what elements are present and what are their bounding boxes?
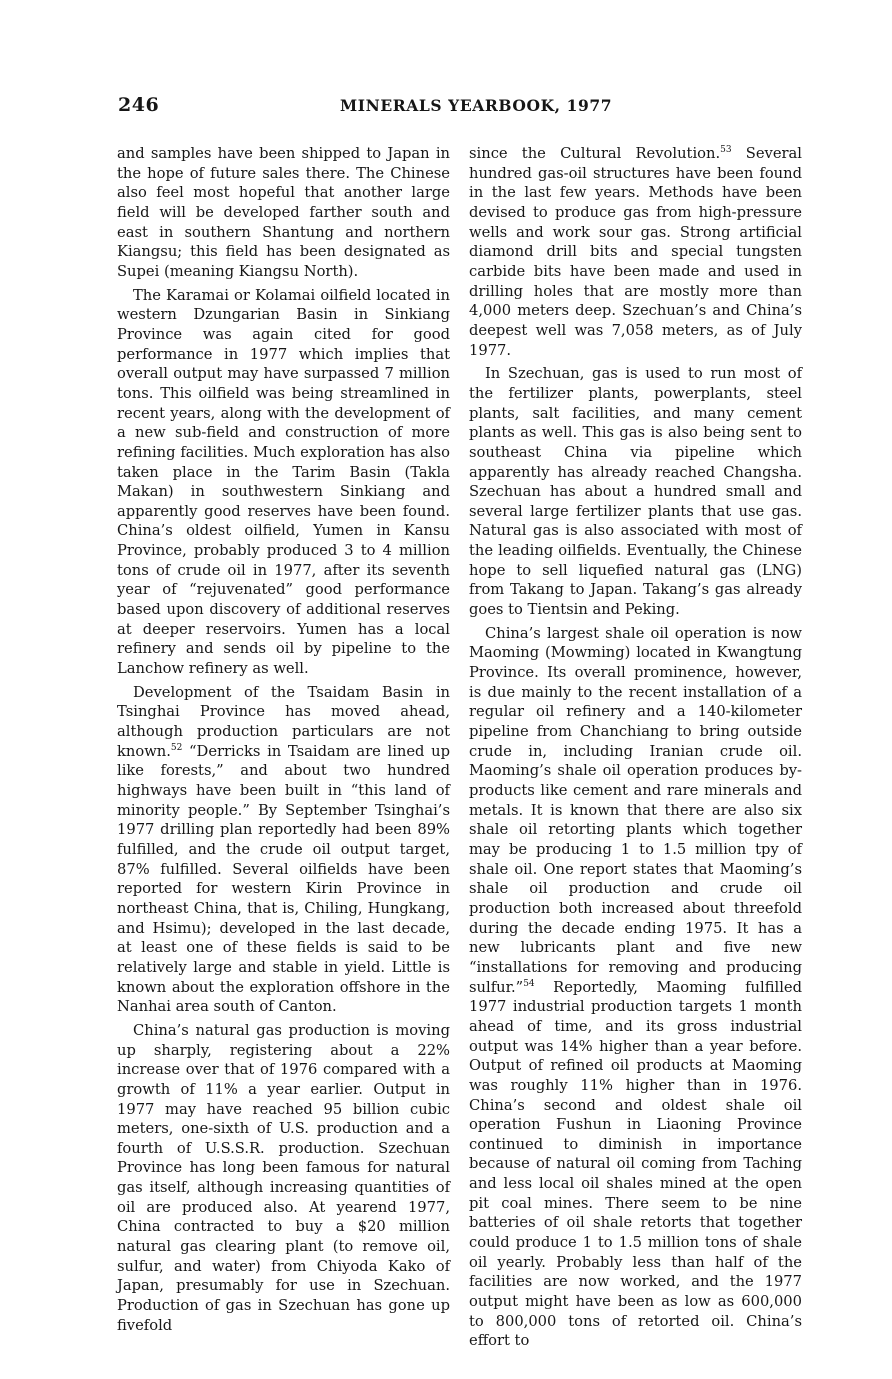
footnote-ref: 54 xyxy=(523,978,535,989)
paragraph-text: Reportedly, Maoming fulfilled 1977 industrial production targets 1 month ahead of time, and its gross industrial output was 14% higher than a year before. Output of refined oil products at Maoming was roughly 11% higher than in 1976. China’s second and oldest shale oil operation Fushun in Liaoning Province continued to diminish in importance because of natural oil coming from Taching and less local oil shales mined at the open pit coal mines. There seem to be nine batteries of oil shale retorts that together could produce 1 to 1.5 million tons of shale oil yearly. Probably less than half of the facilities are now worked, and the 1977 output might have been as low as 600,000 to 800,000 tons of retorted oil. China’s effort to xyxy=(469,978,802,1350)
paragraph-continued xyxy=(469,144,802,360)
paragraph-text: “Derricks in Tsaidam are lined up like forests,” and about two hundred highways have been built in “this land of minority people.” By September Tsinghai’s 1977 drilling plan reportedly had been 89% fulfilled, and the crude oil output target, 87% fulfilled. Several oilfields have been reported for western Kirin Province in northeast China, that is, Chiling, Hungkang, and Hsimu); developed in the last decade, at least one of these fields is said to be relatively large and stable in yield. Little is known about the exploration offshore in the Nanhai area south of Canton. xyxy=(117,742,450,1016)
paragraph-text: China’s largest shale oil operation is now Maoming (Mowming) located in Kwangtung Province. Its overall prominence, however, is due mainly to the recent installation of a regular oil refinery and a 140-kilometer pipeline from Chanchiang to bring outside crude in, including Iranian crude oil. Maoming’s shale oil operation produces by-products like cement and rare minerals and metals. It is known that there are also six shale oil retorting plants which together may be producing 1 to 1.5 million tpy of shale oil. One report states that Maoming’s shale oil production and crude oil production both increased about threefold during the decade ending 1975. It has a new lubricants plant and five new “installations for removing and producing sulfur.” xyxy=(469,624,802,996)
paragraph-natural-gas: China’s natural gas production is moving up sharply, registering about a 22% increase over that of 1976 compared with a growth of 11% a year earlier. Output in 1977 may have reached 95 billion cubic meters, one-sixth of U.S. production and a fourth of U.S.S.R. production. Szechuan Province has long been famous for natural gas itself, although increasing quantities of oil are produced also. At yearend 1977, China contracted to buy a $20 million natural gas clearing plant (to remove oil, sulfur, and water) from Chiyoda Kako of Japan, presumably for use in Szechuan. Production of gas in Szechuan has gone up fivefold xyxy=(117,1021,450,1334)
paragraph-shale-oil xyxy=(469,624,802,1351)
paragraph-text: since the Cultural Revolution. xyxy=(469,145,721,162)
footnote-ref: 53 xyxy=(720,145,732,156)
paragraph-tsaidam-basin xyxy=(117,683,450,1017)
footnote-ref: 52 xyxy=(170,742,183,753)
left-column xyxy=(117,144,450,1339)
paragraph-continued: and samples have been shipped to Japan in the hope of future sales there. The Chinese also feel most hopeful that another large field will be developed farther south and east in southern Shantung and northern Kiangsu; this field has been designated as Supei (meaning Kiangsu North). xyxy=(117,145,450,280)
paragraph-szechuan-gas: In Szechuan, gas is used to run most of the fertilizer plants, powerplants, steel plants, salt facilities, and many cement plants as well. This gas is also being sent to southeast China via pipeline which apparently has already reached Changsha. Szechuan has about a hundred small and several large fertilizer plants that use gas. Natural gas is also associated with most of the leading oilfields. Eventually, the Chinese hope to sell liquefied natural gas (LNG) from Takang to Japan. Takang’s gas already goes to Tientsin and Peking. xyxy=(469,365,802,619)
paragraph-text: Several hundred gas-oil structures have been found in the last few years. Methods have been devised to produce gas from high-pressure wells and work sour gas. Strong artificial diamond drill bits and special tungsten carbide bits have been made and used in drilling holes that are mostly more than 4,000 meters deep. Szechuan’s and China’s deepest well was 7,058 meters, as of July 1977. xyxy=(469,145,802,359)
paragraph-karamai-oilfield: The Karamai or Kolamai oilfield located in western Dzungarian Basin in Sinkiang Province was again cited for good performance in 1977 which implies that overall output may have surpassed 7 million tons. This oilfield was being streamlined in recent years, along with the development of a new sub-field and construction of more refining facilities. Much exploration has also taken place in the Tarim Basin (Takla Makan) in southwestern Sinkiang and apparently good reserves have been found. China’s oldest oilfield, Yumen in Kansu Province, probably produced 3 to 4 million tons of crude oil in 1977, after its seventh year of “rejuvenated” good performance based upon discovery of additional reserves at deeper reservoirs. Yumen has a local refinery and sends oil by pipeline to the Lanchow refinery as well. xyxy=(117,286,450,678)
paragraph-text: Development of the Tsaidam Basin in Tsinghai Province has moved ahead, although production particulars are not known. xyxy=(117,683,450,760)
page-header xyxy=(118,94,781,120)
running-title: MINERALS YEARBOOK, 1977 xyxy=(340,96,613,115)
page-number: 246 xyxy=(118,94,160,116)
right-column xyxy=(469,144,802,1355)
